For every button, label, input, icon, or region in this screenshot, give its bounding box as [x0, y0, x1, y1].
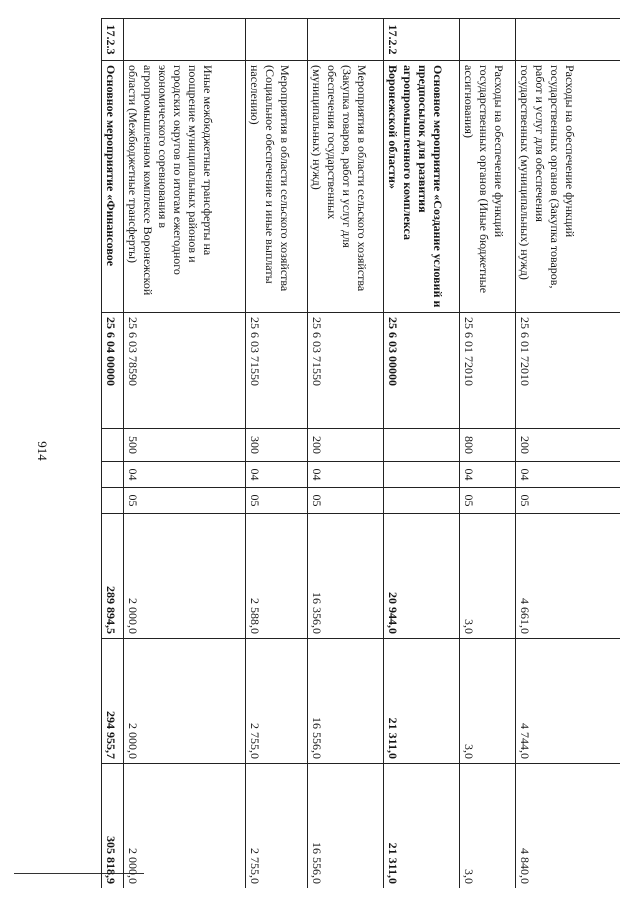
budget-table-rotated [90, 18, 620, 888]
row-id [460, 19, 516, 61]
row-value-2: 4 744,0 [516, 639, 620, 764]
row-vr: 500 [124, 429, 246, 462]
budget-table-frame [90, 18, 620, 888]
row-name: Мероприятия в области сельского хозяйства (Социальное обеспечение и иные выплаты населению) [246, 61, 308, 313]
row-value-1: 289 894,5 [102, 514, 124, 639]
row-vr: 200 [516, 429, 620, 462]
row-vr [384, 429, 460, 462]
row-name: Иные межбюджетные трансферты на поощрение муниципальных районов и городских округов по итогам ежегодного экономического соревнования в агропромышленном комплексе Воронежской области (Межбюджетные трансферты) [124, 61, 246, 313]
row-name: Мероприятия в области сельского хозяйства (Закупка товаров, работ и услуг для обеспечения государственных (муниципальных) нужд) [308, 61, 384, 313]
row-value-3: 305 818,9 [102, 764, 124, 889]
row-value-2: 16 556,0 [308, 639, 384, 764]
row-value-1: 2 000,0 [124, 514, 246, 639]
page-number: 914 [34, 441, 50, 461]
row-value-3: 21 311,0 [384, 764, 460, 889]
row-rz: 04 [460, 462, 516, 488]
row-value-1: 20 944,0 [384, 514, 460, 639]
row-value-1: 4 661,0 [516, 514, 620, 639]
row-vr: 200 [308, 429, 384, 462]
row-id: 17.2.3 [102, 19, 124, 61]
row-id [246, 19, 308, 61]
row-code: 25 6 03 00000 [384, 313, 460, 429]
row-value-1: 16 356,0 [308, 514, 384, 639]
row-value-2: 21 311,0 [384, 639, 460, 764]
row-pr: 05 [246, 488, 308, 514]
row-pr: 05 [516, 488, 620, 514]
row-value-3: 16 556,0 [308, 764, 384, 889]
row-code: 25 6 03 78590 [124, 313, 246, 429]
row-code: 25 6 01 72010 [516, 313, 620, 429]
row-name: Расходы на обеспечение функций государственных органов (Иные бюджетные ассигнования) [460, 61, 516, 313]
row-value-2: 2 755,0 [246, 639, 308, 764]
row-name: Основное мероприятие «Финансовое [102, 61, 124, 313]
row-vr: 800 [460, 429, 516, 462]
row-rz: 04 [124, 462, 246, 488]
row-rz [102, 462, 124, 488]
row-value-2: 294 955,7 [102, 639, 124, 764]
row-id [124, 19, 246, 61]
row-rz: 04 [246, 462, 308, 488]
row-value-2: 3,0 [460, 639, 516, 764]
row-rz: 04 [308, 462, 384, 488]
row-code: 25 6 04 00000 [102, 313, 124, 429]
row-id [516, 19, 620, 61]
row-vr: 300 [246, 429, 308, 462]
row-pr: 05 [460, 488, 516, 514]
budget-table [102, 18, 621, 888]
row-value-3: 4 840,0 [516, 764, 620, 889]
row-id [308, 19, 384, 61]
row-vr [102, 429, 124, 462]
table-row [516, 19, 620, 889]
row-code: 25 6 03 71550 [308, 313, 384, 429]
row-code: 25 6 01 72010 [460, 313, 516, 429]
table-row [308, 19, 384, 889]
row-pr [384, 488, 460, 514]
table-row [246, 19, 308, 889]
row-pr [102, 488, 124, 514]
table-row [124, 19, 246, 889]
table-row [460, 19, 516, 889]
row-pr: 05 [308, 488, 384, 514]
row-id: 17.2.2 [384, 19, 460, 61]
table-row [102, 19, 124, 889]
row-value-3: 2 000,0 [124, 764, 246, 889]
row-pr: 05 [124, 488, 246, 514]
row-name: Расходы на обеспечение функций государственных органов (Закупка товаров, работ и услуг для обеспечения государственных (муниципальных) нужд) [516, 61, 620, 313]
row-rz: 04 [516, 462, 620, 488]
row-value-1: 2 588,0 [246, 514, 308, 639]
row-value-3: 3,0 [460, 764, 516, 889]
row-value-2: 2 000,0 [124, 639, 246, 764]
row-value-3: 2 755,0 [246, 764, 308, 889]
row-rz [384, 462, 460, 488]
row-code: 25 6 03 71550 [246, 313, 308, 429]
table-row [384, 19, 460, 889]
row-name: Основное мероприятие «Создание условий и предпосылок для развития агропромышленного комплекса Воронежской области» [384, 61, 460, 313]
row-value-1: 3,0 [460, 514, 516, 639]
